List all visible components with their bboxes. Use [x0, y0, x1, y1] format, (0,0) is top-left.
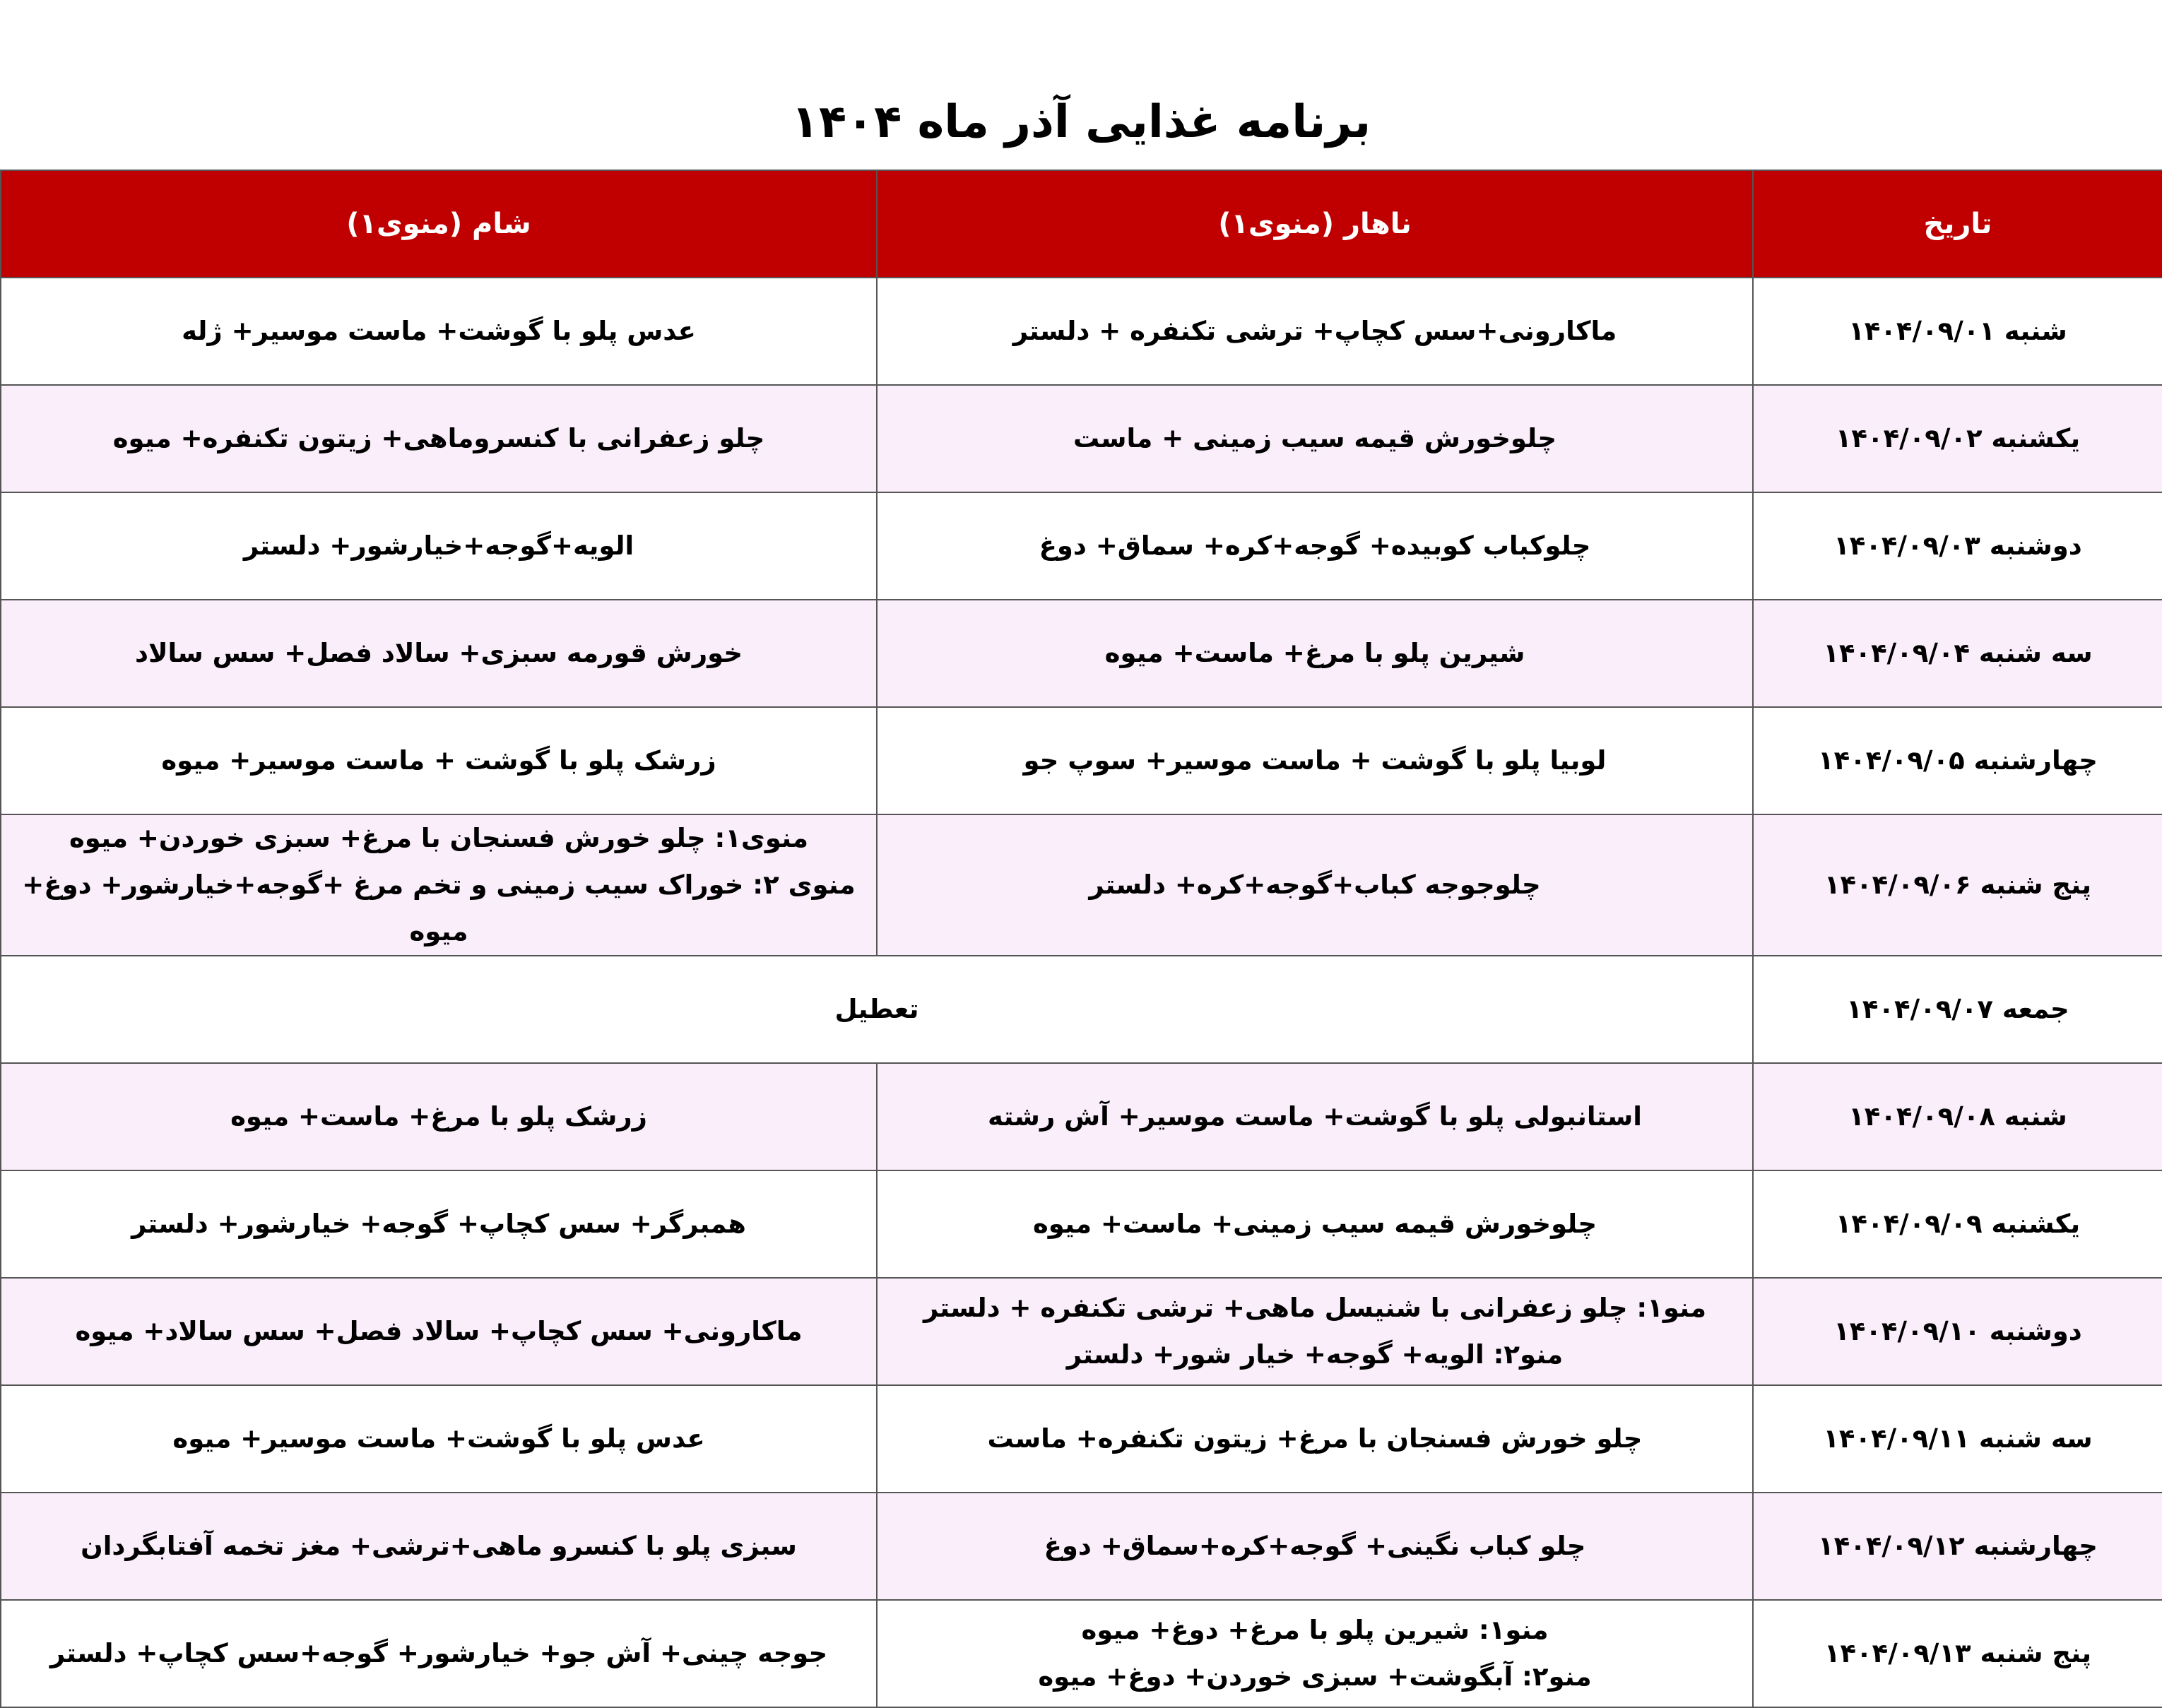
cell-dinner: [1, 1278, 877, 1385]
lunch-menu-line: منو۱: چلو زعفرانی با شنیسل ماهی+ ترشی تکنفره + دلستر: [923, 1293, 1707, 1323]
cell-lunch: [877, 278, 1753, 385]
dinner-menu-line: عدس پلو با گوشت+ ماست موسیر+ میوه: [172, 1423, 705, 1454]
cell-lunch: [877, 707, 1753, 814]
lunch-menu-line: چلوخورش قیمه سیب زمینی + ماست: [1073, 423, 1557, 453]
dinner-menu-line: زرشک پلو با مرغ+ ماست+ میوه: [230, 1101, 647, 1132]
lunch-menu-line: لوبیا پلو با گوشت + ماست موسیر+ سوپ جو: [1023, 745, 1607, 776]
cell-dinner: [1, 1493, 877, 1600]
cell-lunch: [877, 385, 1753, 492]
table-body: [1, 278, 2162, 1707]
cell-date: سه شنبه ۱۴۰۴/۰۹/۰۴: [1753, 600, 2162, 707]
dinner-menu-line: جوجه چینی+ آش جو+ خیارشور+ گوجه+سس کچاپ+ دلستر: [49, 1638, 828, 1668]
cell-dinner: [1, 492, 877, 600]
table-row: [1, 492, 2162, 600]
cell-dinner: [1, 1600, 877, 1707]
header-dinner: شام (منوی۱): [1, 170, 877, 278]
dinner-menu-line: منوی ۲: خوراک سیب زمینی و تخم مرغ +گوجه+خیارشور+ دوغ+ میوه: [22, 870, 856, 947]
dinner-menu-line: خورش قورمه سبزی+ سالاد فصل+ سس سالاد: [134, 638, 743, 668]
lunch-menu-line: چلوجوجه کباب+گوجه+کره+ دلستر: [1089, 870, 1541, 900]
cell-lunch: [877, 1600, 1753, 1707]
table-header-row: [1, 170, 2162, 278]
cell-date: پنج شنبه ۱۴۰۴/۰۹/۱۳: [1753, 1600, 2162, 1707]
lunch-menu-line: چلوکباب کوبیده+ گوجه+کره+ سماق+ دوغ: [1039, 530, 1591, 561]
cell-lunch: [877, 1278, 1753, 1385]
dinner-menu-line: ماکارونی+ سس کچاپ+ سالاد فصل+ سس سالاد+ میوه: [75, 1316, 803, 1346]
cell-date: جمعه ۱۴۰۴/۰۹/۰۷: [1753, 956, 2162, 1063]
cell-date: یکشنبه ۱۴۰۴/۰۹/۰۹: [1753, 1170, 2162, 1278]
cell-holiday: تعطیل: [1, 956, 1753, 1063]
table-row: [1, 707, 2162, 814]
cell-date: چهارشنبه ۱۴۰۴/۰۹/۱۲: [1753, 1493, 2162, 1600]
cell-date: سه شنبه ۱۴۰۴/۰۹/۱۱: [1753, 1385, 2162, 1493]
lunch-menu-line: چلوخورش قیمه سیب زمینی+ ماست+ میوه: [1032, 1209, 1597, 1239]
cell-dinner: [1, 1170, 877, 1278]
meal-schedule-table: [0, 170, 2162, 1708]
table-row: [1, 1063, 2162, 1170]
table-row: [1, 956, 2162, 1063]
cell-dinner: [1, 814, 877, 956]
cell-dinner: [1, 278, 877, 385]
cell-date: شنبه ۱۴۰۴/۰۹/۰۸: [1753, 1063, 2162, 1170]
table-row: [1, 1600, 2162, 1707]
lunch-menu-line: چلو خورش فسنجان با مرغ+ زیتون تکنفره+ ماست: [987, 1423, 1643, 1454]
table-row: [1, 1170, 2162, 1278]
dinner-menu-line: سبزی پلو با کنسرو ماهی+ترشی+ مغز تخمه آفتابگردان: [81, 1531, 797, 1561]
table-row: [1, 278, 2162, 385]
lunch-menu-line: شیرین پلو با مرغ+ ماست+ میوه: [1104, 638, 1525, 668]
cell-lunch: [877, 1385, 1753, 1493]
cell-date: چهارشنبه ۱۴۰۴/۰۹/۰۵: [1753, 707, 2162, 814]
cell-dinner: [1, 1385, 877, 1493]
cell-date: دوشنبه ۱۴۰۴/۰۹/۱۰: [1753, 1278, 2162, 1385]
lunch-menu-line: چلو کباب نگینی+ گوجه+کره+سماق+ دوغ: [1044, 1531, 1586, 1561]
table-row: [1, 600, 2162, 707]
cell-lunch: [877, 600, 1753, 707]
cell-dinner: [1, 707, 877, 814]
cell-lunch: [877, 814, 1753, 956]
dinner-menu-line: زرشک پلو با گوشت + ماست موسیر+ میوه: [161, 745, 716, 776]
cell-dinner: [1, 385, 877, 492]
cell-date: پنج شنبه ۱۴۰۴/۰۹/۰۶: [1753, 814, 2162, 956]
lunch-menu-line: منو۲: الویه+ گوجه+ خیار شور+ دلستر: [1066, 1339, 1564, 1370]
cell-lunch: [877, 492, 1753, 600]
lunch-menu-line: منو۱: شیرین پلو با مرغ+ دوغ+ میوه: [1081, 1615, 1549, 1645]
header-lunch: ناهار (منوی۱): [877, 170, 1753, 278]
dinner-menu-line: الویه+گوجه+خیارشور+ دلستر: [243, 530, 634, 561]
table-row: [1, 814, 2162, 956]
cell-lunch: [877, 1170, 1753, 1278]
cell-date: شنبه ۱۴۰۴/۰۹/۰۱: [1753, 278, 2162, 385]
lunch-menu-line: ماکارونی+سس کچاپ+ ترشی تکنفره + دلستر: [1012, 316, 1617, 346]
cell-date: یکشنبه ۱۴۰۴/۰۹/۰۲: [1753, 385, 2162, 492]
table-row: [1, 1278, 2162, 1385]
dinner-menu-line: منوی۱: چلو خورش فسنجان با مرغ+ سبزی خوردن+ میوه: [69, 823, 809, 853]
table-row: [1, 1385, 2162, 1493]
lunch-menu-line: منو۲: آبگوشت+ سبزی خوردن+ دوغ+ میوه: [1038, 1661, 1592, 1692]
cell-date: دوشنبه ۱۴۰۴/۰۹/۰۳: [1753, 492, 2162, 600]
dinner-menu-line: همبرگر+ سس کچاپ+ گوجه+ خیارشور+ دلستر: [131, 1209, 746, 1239]
table-row: [1, 385, 2162, 492]
dinner-menu-line: چلو زعفرانی با کنسروماهی+ زیتون تکنفره+ میوه: [112, 423, 765, 453]
header-date: تاریخ: [1753, 170, 2162, 278]
cell-lunch: [877, 1063, 1753, 1170]
lunch-menu-line: استانبولی پلو با گوشت+ ماست موسیر+ آش رشته: [988, 1101, 1642, 1132]
table-row: [1, 1493, 2162, 1600]
cell-dinner: [1, 1063, 877, 1170]
page-title: برنامه غذایی آذر ماه ۱۴۰۴: [791, 96, 1371, 148]
dinner-menu-line: عدس پلو با گوشت+ ماست موسیر+ ژله: [182, 316, 696, 346]
cell-lunch: [877, 1493, 1753, 1600]
cell-dinner: [1, 600, 877, 707]
